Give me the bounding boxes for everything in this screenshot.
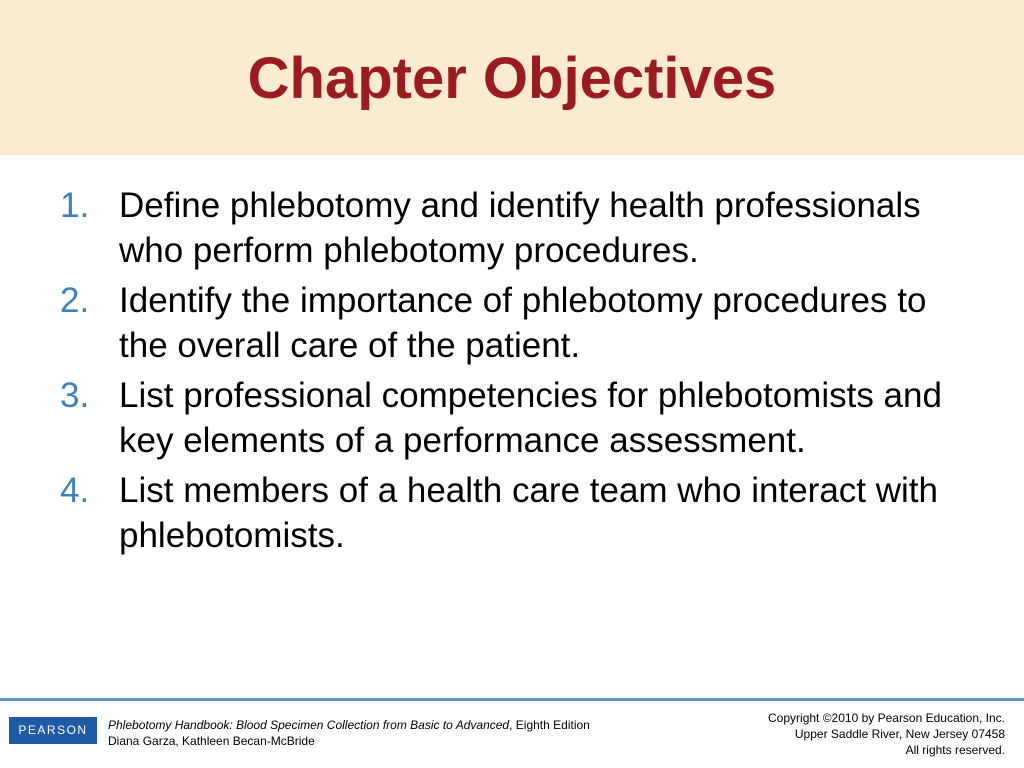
- title-band: [0, 0, 1024, 155]
- objectives-list: [60, 183, 960, 563]
- objective-text: List professional competencies for phlebotomists and key elements of a performance assessment.: [119, 376, 942, 460]
- objective-number: 4.: [60, 471, 90, 510]
- copyright-line: Copyright ©2010 by Pearson Education, Inc.: [768, 711, 1005, 725]
- objective-text: Identify the importance of phlebotomy procedures to the overall care of the patient.: [119, 281, 927, 365]
- copyright-address: Upper Saddle River, New Jersey 07458: [794, 727, 1005, 741]
- book-edition: , Eighth Edition: [509, 718, 590, 732]
- objective-item: [60, 183, 960, 273]
- book-title-line: [108, 717, 590, 733]
- objective-item: [60, 278, 960, 368]
- objective-number: 2.: [60, 281, 90, 320]
- pearson-logo: PEARSON: [9, 717, 97, 744]
- objective-number: 3.: [60, 376, 90, 415]
- objective-item: [60, 468, 960, 558]
- objective-number: 1.: [60, 186, 90, 225]
- copyright-notice: [768, 710, 1005, 758]
- book-title: Phlebotomy Handbook: Blood Specimen Collection from Basic to Advanced: [108, 718, 510, 732]
- book-authors: Diana Garza, Kathleen Becan-McBride: [108, 734, 315, 748]
- footer: [0, 701, 1024, 768]
- book-info: [108, 717, 590, 749]
- slide-title: Chapter Objectives: [247, 46, 777, 111]
- objective-item: [60, 373, 960, 463]
- objective-text: Define phlebotomy and identify health professionals who perform phlebotomy procedures.: [119, 186, 921, 270]
- objective-text: List members of a health care team who interact with phlebotomists.: [119, 471, 938, 555]
- copyright-rights: All rights reserved.: [905, 743, 1005, 757]
